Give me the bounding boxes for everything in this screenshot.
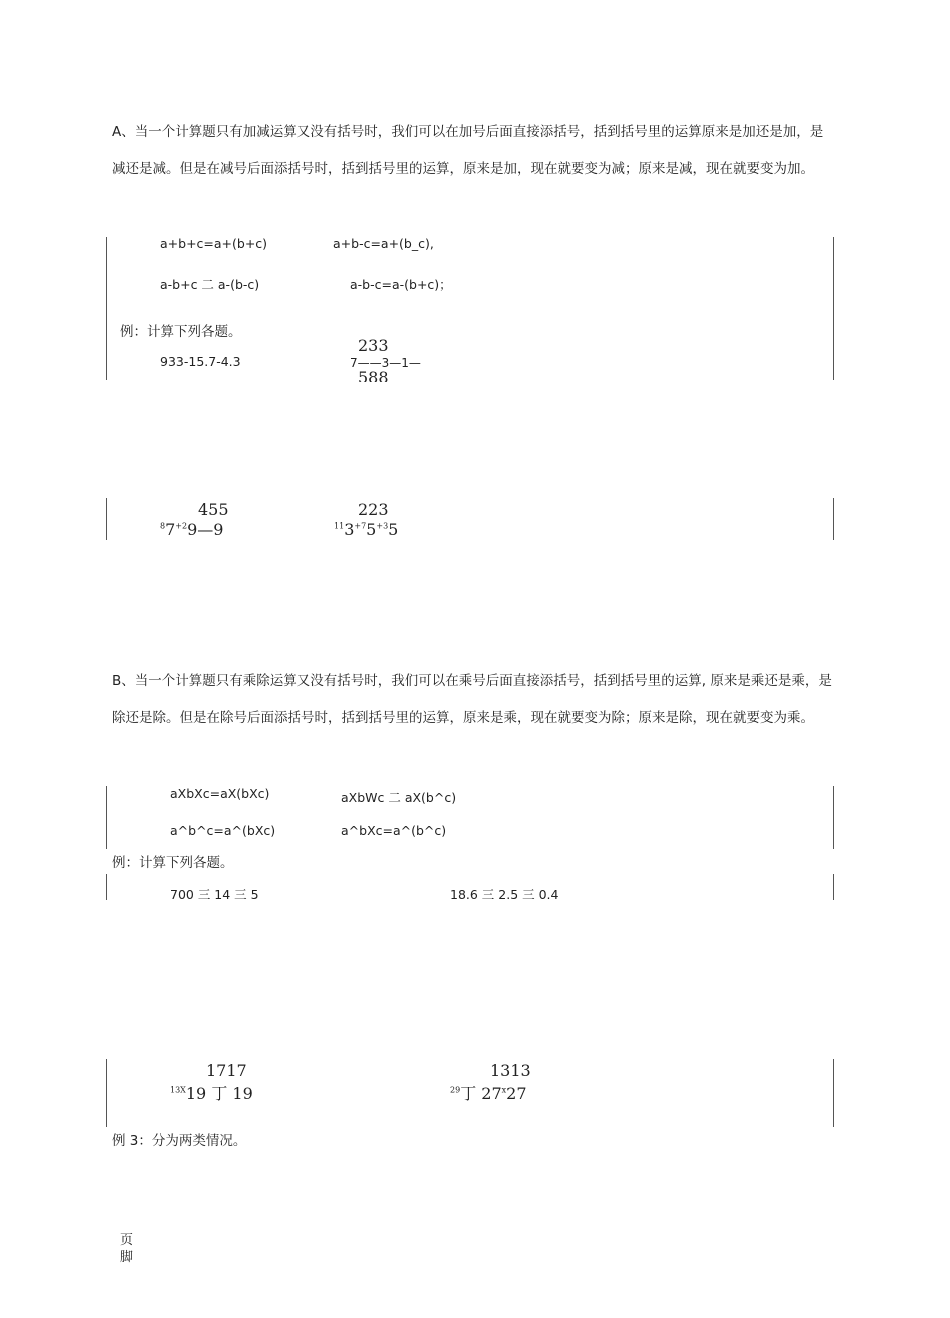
formula-div-1: a^b^c=a^(bXc) xyxy=(170,823,276,838)
page-footer: 页脚 xyxy=(120,1233,134,1265)
exercise-operator: x xyxy=(501,1085,507,1095)
exercise-operator: +7 xyxy=(354,521,367,531)
table-border-right xyxy=(833,237,834,380)
exercise-a-4 xyxy=(334,520,398,539)
fraction-numerators: 223 xyxy=(358,500,389,519)
table-border-left xyxy=(106,498,107,540)
table-border-left xyxy=(106,786,107,849)
formula-div-2: a^bXc=a^(b^c) xyxy=(341,823,447,838)
exercise-prefix: 11 xyxy=(334,521,345,531)
fraction-denominators-clip xyxy=(356,370,396,382)
exercise-b-4 xyxy=(450,1081,527,1104)
exercise-part: 3 xyxy=(344,520,355,539)
exercise-prefix: 13X xyxy=(170,1085,186,1095)
section-b-paragraph: B、当一个计算题只有乘除运算又没有括号时，我们可以在乘号后面直接添括号，括到括号里的运算, 原来是乘还是乘，是除还是除。但是在除号后面添括号时，括到括号里的运算，原来是乘，现在就要变为除；原来是除，现在就要变为乘。 xyxy=(112,673,832,726)
table-border-right xyxy=(833,498,834,540)
exercise-part: 19 丁 19 xyxy=(185,1084,253,1103)
fraction-denominators: 588 xyxy=(358,370,389,382)
fraction-numerators: 455 xyxy=(198,500,229,519)
exercise-part: 27 xyxy=(506,1084,527,1103)
formula-add-2: a+b-c=a+(b_c), xyxy=(333,236,434,251)
exercise-part: 丁 27 xyxy=(460,1084,502,1103)
exercise-part: 5 xyxy=(366,520,377,539)
exercise-part: 9—9 xyxy=(187,520,224,539)
exercise-b-2: 18.6 三 2.5 三 0.4 xyxy=(450,887,559,902)
formula-sub-2: a-b-c=a-(b+c)； xyxy=(350,277,452,292)
exercise-a-3 xyxy=(160,520,223,539)
exercise-prefix: 8 xyxy=(160,521,166,531)
table-border-left xyxy=(106,237,107,380)
exercise-operator: +2 xyxy=(175,521,188,531)
section-a-paragraph: A、当一个计算题只有加减运算又没有括号时，我们可以在加号后面直接添括号，括到括号里的运算原来是加还是加，是减还是减。但是在减号后面添括号时，括到括号里的运算，原来是加，现在就要变为减；原来是减，现在就要变为加。 xyxy=(112,124,824,177)
exercise-part: 5 xyxy=(388,520,399,539)
fraction-numerators: 1717 xyxy=(206,1061,247,1080)
mixed-number-expression: 7——3—1— xyxy=(350,356,421,370)
example-label-b: 例：计算下列各题。 xyxy=(112,855,234,871)
table-border-right xyxy=(833,1059,834,1127)
formula-mul-2: aXbWc 二 aX(b^c) xyxy=(341,790,457,805)
example-3-label: 例 3：分为两类情况。 xyxy=(112,1133,247,1149)
table-border-left xyxy=(106,874,107,900)
table-border-left xyxy=(106,1059,107,1127)
fraction-numerators: 1313 xyxy=(490,1061,531,1080)
exercise-part: 7 xyxy=(165,520,176,539)
table-border-right xyxy=(833,786,834,849)
fraction-numerators: 233 xyxy=(358,336,389,355)
formula-sub-1: a-b+c 二 a-(b-c) xyxy=(160,277,260,292)
exercise-b-3 xyxy=(170,1081,253,1104)
exercise-prefix: 29 xyxy=(450,1085,461,1095)
exercise-a-1: 933-15.7-4.3 xyxy=(160,354,241,369)
example-label-a: 例：计算下列各题。 xyxy=(120,324,242,340)
formula-add-1: a+b+c=a+(b+c) xyxy=(160,236,268,251)
formula-mul-1: aXbXc=aX(bXc) xyxy=(170,786,270,801)
exercise-b-1: 700 三 14 三 5 xyxy=(170,887,259,902)
table-border-right xyxy=(833,874,834,900)
exercise-operator: +3 xyxy=(376,521,389,531)
